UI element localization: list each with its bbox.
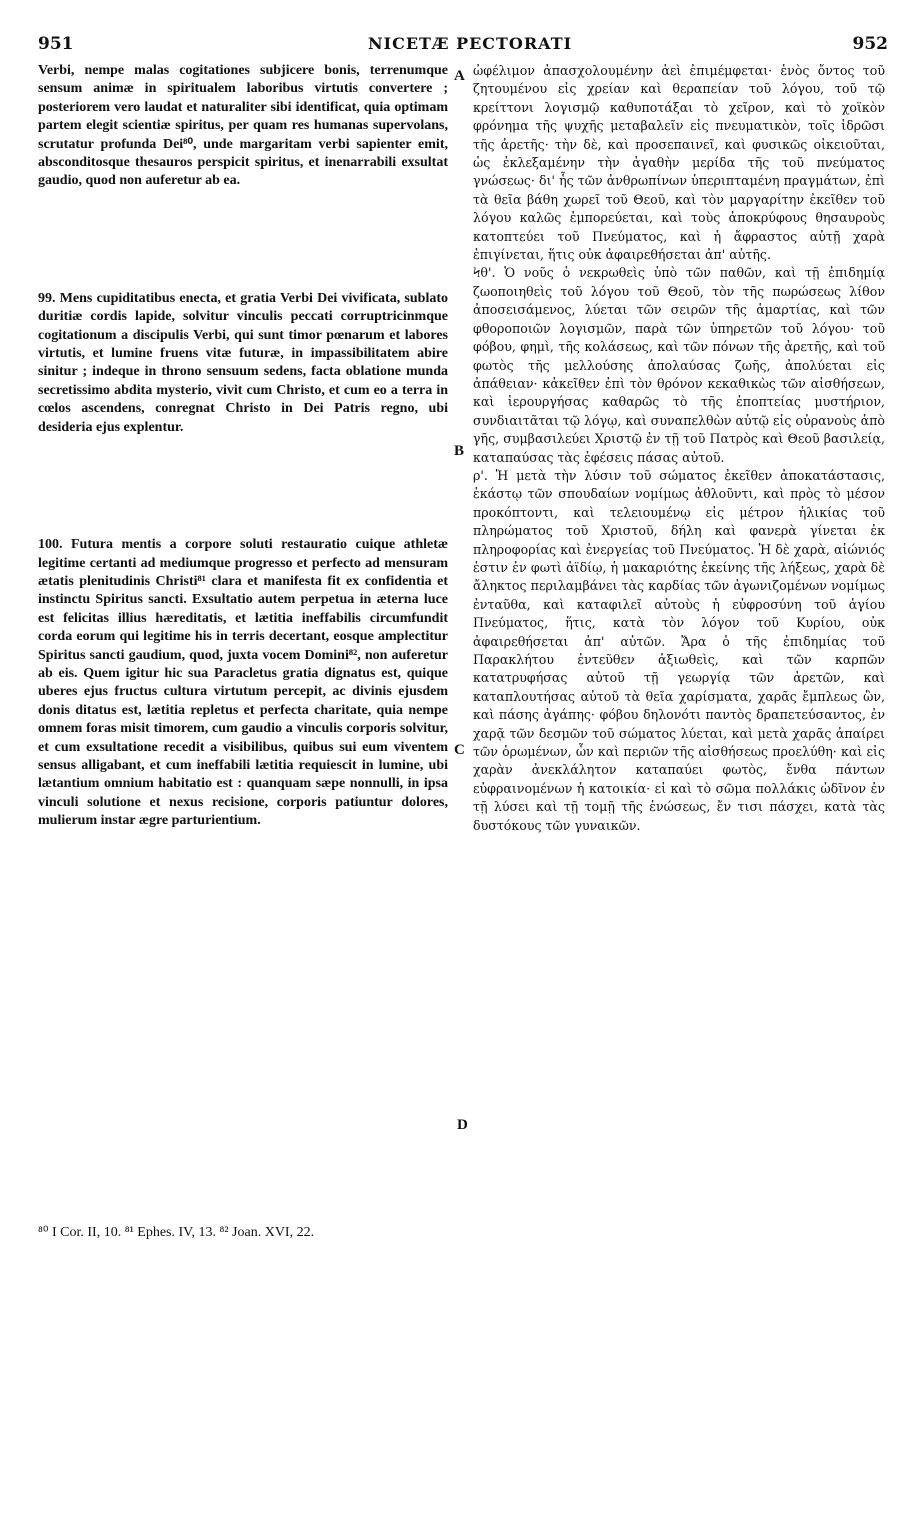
latin-paragraph-99: 99. Mens cupiditatibus enecta, et gratia Verbi Dei vivificata, sublato duritiæ cordis lapide, solvitur vinculis peccati corruptricinmque cogitationum a discipulis Verbi, qui sunt timor pœnarum et labores virtutis, et lumine fruens vitæ futuræ, in impassibilitatem abire sinitur ; indeque in throno sensuum sedens, facta oblatione munda secretissimo abdita mysterio, vivit cum Christo, et cum eo a terra in cœlos ascendens, conregnat Christo in Dei Patris regno, ubi desideria ejus explentur. xyxy=(38,290,448,435)
section-marker-a: A xyxy=(454,68,465,84)
page-number-left: 951 xyxy=(38,34,74,54)
section-marker-b: B xyxy=(454,443,465,459)
greek-paragraph-1: ὠφέλιμον ἀπασχολουμένην ἀεὶ ἐπιμέμφεται· ἑνὸς ὄντος τοῦ ζητουμένου εἰς χρείαν καὶ θεραπείαν τοῦ λόγου, τοῦ τῷ κρείττονι λογισμῷ καθυποτάξαι τὸ χεῖρον, καὶ τὸ χοϊκὸν φρόνημα τῆς ψυχῆς μεταβαλεῖν εἰς πνευματικὸν, τοῖς ἱδρῶσι τῆς ἀρετῆς· τὴν δὲ, καὶ προσεπαινεῖ, καὶ φυσικῶς οἰκειοῦται, ὡς ἐκλεξαμένην τὴν ἀγαθὴν μερίδα τῆς τοῦ πνεύματος γνώσεως· δι' ἧς τῶν ἀνθρωπίνων ὑπεριπταμένη πραγμάτων, ἐπὶ τὰ θεῖα βάθη χωρεῖ τοῦ Θεοῦ, καὶ τὸν μαργαρίτην ἐκεῖθεν τοῦ λόγου καλῶς ἐμπορεύεται, καὶ τοὺς ἀποκρύφους θησαυροὺς κατοπτεύει τοῦ Πνεύματος, καὶ ἡ ἄφραστος αὐτῇ χαρὰ ἐπιγίνεται, ἥτις οὐκ ἀφαιρεθήσεται ἀπ' αὐτῆς. xyxy=(473,63,885,263)
section-marker-d: D xyxy=(457,1117,468,1133)
page-number-right: 952 xyxy=(852,34,888,54)
running-title: NICETÆ PECTORATI xyxy=(368,34,573,53)
footnotes: ⁸⁰ I Cor. II, 10. ⁸¹ Ephes. IV, 13. ⁸² Joan. XVI, 22. xyxy=(38,1225,315,1240)
greek-column xyxy=(473,62,885,835)
latin-paragraph-100: 100. Futura mentis a corpore soluti restauratio cuique athletæ legitime certanti ad mediumque progresso et perfecto ad mensuram ætatis plenitudinis Christi⁸¹ clara et manifesta fit ex confidentia et instinctu Spiritus sancti. Exsultatio autem perpetua in æterna luce est felicitas illius hæreditatis, et lætitia ineffabilis circumfundit corda eorum qui legitime his in terris decertant, eosque amplectitur Spiritus sancti gaudium, quod, juxta vocem Domini⁸², non auferetur ab eis. Quem igitur hic sua Paracletus gratia dignatus est, quique uberes ejus fructus cultura virtutum percepit, ac divinis ejusdem donis ditatus est, lætitia repletus et perfecta charitate, quia nempe omnem foras misit timorem, cum gaudio a vinculis corporis solvitur, et cum exsultatione recedit a visibilibus, quibus sui eum viventem sensus alligabant, et cum ineffabili lætitia requiescit in lumine, ubi lætantium omnium habitatio est : quanquam sæpe nonnulli, in ipsa vinculi solutione et nexus recisione, corporis patiuntur dolores, mulierum instar ægre parturientium. xyxy=(38,537,448,829)
latin-paragraph-1: Verbi, nempe malas cogitationes subjicere bonis, terrenumque sensum animæ in spiritualem laboribus virtutis convertere ; posteriorem vero laudat et naturaliter sibi identificat, quia optimam partem elegit scientiæ spiritus, per quam res humanas supervolans, scrutatur profunda Dei⁸⁰, unde margaritam verbi sapienter emit, absconditosque thesauros perspicit spiritus, et inenarrabili exsultat gaudio, quod non auferetur ab ea. xyxy=(38,63,448,189)
page-header xyxy=(38,34,888,58)
greek-paragraph-100: ρ'. Ἡ μετὰ τὴν λύσιν τοῦ σώματος ἐκεῖθεν ἀποκατάστασις, ἑκάστῳ τῶν σπουδαίων νομίμως ἀθλοῦντι, καὶ πρὸς τὸ μέσον προκόπτοντι, καὶ τελειουμένῳ εἰς μέτρον ἡλικίας τοῦ πληρώματος τοῦ Χριστοῦ, δήλη καὶ φανερὰ γίνεται ἐκ πληροφορίας καὶ ἐνεργείας τοῦ Πνεύματος. Ἡ δὲ χαρὰ, αἰώνιός ἐστιν ἐν φωτὶ ἀϊδίῳ, ἡ μακαριότης ἐκείνης τῆς λήξεως, χαρὰ δὲ ἄληκτος περιλαμβάνει τὰς καρδίας τῶν ἀγωνιζομένων νομίμως ἐνταῦθα, καὶ καταφιλεῖ αὐτοὺς ἡ εὐφροσύνη τοῦ ἁγίου Πνεύματος, ἥτις, κατὰ τὸν λόγον τοῦ Κυρίου, οὐκ ἀφαιρεθήσεται ἀπ' αὐτῶν. Ἄρα ὁ τῆς ἐπιδημίας τοῦ Παρακλήτου ἐντεῦθεν ἀξιωθεὶς, καὶ τῶν καρπῶν κατατρυφήσας αὐτοῦ τῇ γεωργίᾳ τῶν ἀρετῶν, καὶ καταπλουτήσας αὐτοῦ τὰ θεῖα χαρίσματα, χαρᾶς ἔμπλεως ὢν, καὶ πάσης ἀγάπης· φόβου δηλονότι παντὸς δραπετεύσαντος, ἐν χαρᾷ τῶν δεσμῶν τοῦ σώματος λύεται, καὶ μετὰ χαρᾶς ἀπαίρει τῶν ὁρωμένων, ὧν καὶ περιῶν τῆς αἰσθήσεως προελύθη· καὶ εἰς χαρὰν ἀνεκλάλητον καταπαύει φωτὸς, ἔνθα πάντων εὐφραινομένων ἡ κατοικία· εἰ καὶ τὸ σῶμα πολλάκις ὠδῖνον ἐν τῇ λύσει καὶ τῇ τομῇ τῆς ἑνώσεως, ἔν τισι πάσχει, κατὰ τὰς δυστόκους τῶν γυναικῶν. xyxy=(473,467,885,833)
greek-paragraph-99: Ϟθ'. Ὁ νοῦς ὁ νεκρωθεὶς ὑπὸ τῶν παθῶν, καὶ τῇ ἐπιδημίᾳ ζωοποιηθεὶς τοῦ λόγου τοῦ Θεοῦ, τὸν τῆς πωρώσεως λίθον ἀποσεισάμενος, λύεται τῶν σειρῶν τῆς ἁμαρτίας, καὶ τῶν φθοροποιῶν λογισμῶν, παρὰ τῶν ὑπηρετῶν τοῦ λόγου· τοῦ φόβου, φημὶ, τῆς κολάσεως, καὶ τῶν πόνων τῆς ἀρετῆς, καὶ τοῦ φωτὸς τῆς μελλούσης ἀπολαύσας ζωῆς, ἀπολύεται εἰς ἀπάθειαν· κἀκεῖθεν ἐπὶ τὸν θρόνον κεκαθικὼς τῶν αἰσθήσεων, καὶ ἱερουργήσας καθαρῶς τὸ τῆς ἐποπτείας μυστήριον, συνδιαιτᾶται τῷ λόγῳ, καὶ συναπελθὼν αὐτῷ εἰς οὐρανοὺς ἀπὸ γῆς, συμβασιλεύει Χριστῷ ἐν τῇ τοῦ Πατρὸς καὶ Θεοῦ βασιλείᾳ, καταπαύσας τὰς ἐφέσεις πάσας αὐτοῦ. xyxy=(473,265,885,465)
latin-column xyxy=(38,62,448,831)
section-marker-c: C xyxy=(454,742,465,758)
